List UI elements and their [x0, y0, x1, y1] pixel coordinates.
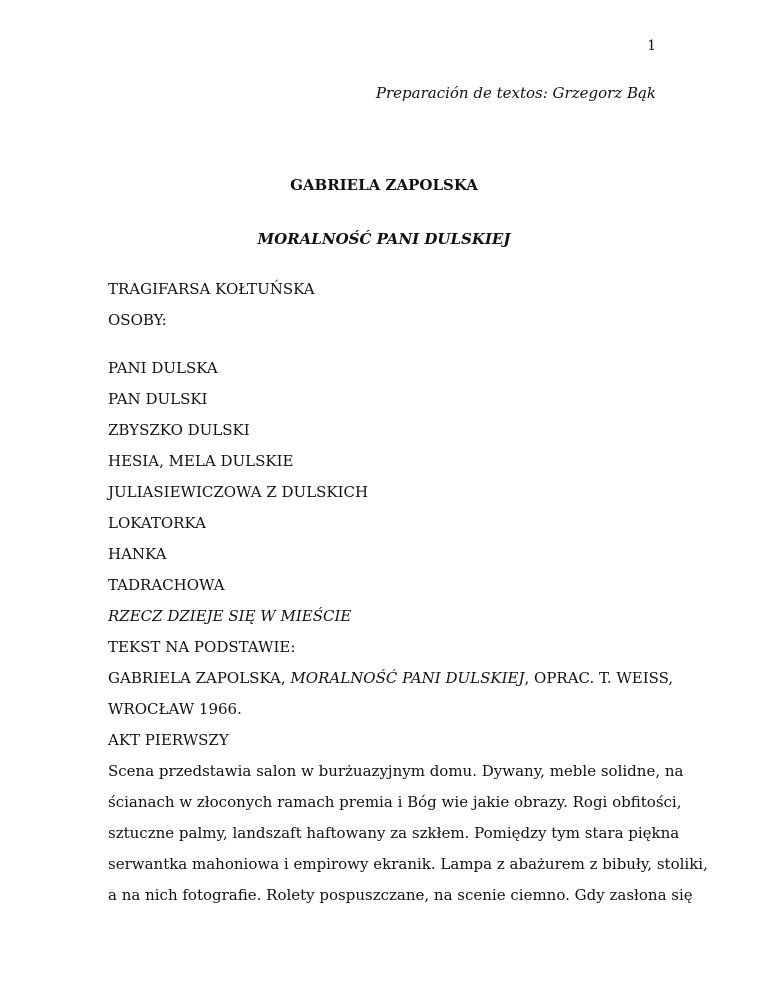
- persons-list: [108, 353, 674, 725]
- source-heading: TEKST NA PODSTAWIE:: [108, 638, 296, 656]
- paragraph-line: ścianach w złoconych ramach premia i Bóg wie jakie obrazy. Rogi obfitości,: [108, 793, 682, 811]
- play-subtitle: TRAGIFARSA KOŁTUŃSKA: [108, 280, 315, 298]
- person-item: HESIA, MELA DULSKIE: [108, 452, 294, 470]
- paragraph-line: serwantka mahoniowa i empirowy ekranik. Lampa z abażurem z bibuły, stoliki,: [108, 855, 708, 873]
- act-one: [108, 725, 708, 911]
- act-heading: AKT PIERWSZY: [108, 731, 229, 749]
- person-item: TADRACHOWA: [108, 576, 225, 594]
- front-matter: [108, 274, 668, 336]
- paragraph-line: Scena przedstawia salon w burżuazyjnym domu. Dywany, meble solidne, na: [108, 762, 684, 780]
- persons-heading: OSOBY:: [108, 311, 167, 329]
- source-line-2: WROCŁAW 1966.: [108, 700, 242, 718]
- source-line-1: [108, 663, 674, 694]
- source-author: GABRIELA ZAPOLSKA,: [108, 669, 291, 687]
- person-item: ZBYSZKO DULSKI: [108, 421, 250, 439]
- paragraph-line: sztuczne palmy, landszaft haftowany za szkłem. Pomiędzy tym stara piękna: [108, 824, 680, 842]
- play-title: MORALNOŚĆ PANI DULSKIEJ: [257, 230, 511, 248]
- paragraph-line: a na nich fotografie. Rolety pospuszczane, na scenie ciemno. Gdy zasłona się: [108, 886, 693, 904]
- credit-line: Preparación de textos: Grzegorz Bąk: [375, 84, 656, 102]
- source-title: MORALNOŚĆ PANI DULSKIEJ: [290, 669, 525, 687]
- person-item: PAN DULSKI: [108, 390, 208, 408]
- source-editor: , OPRAC. T. WEISS,: [524, 669, 674, 687]
- setting-note: RZECZ DZIEJE SIĘ W MIEŚCIE: [108, 607, 352, 625]
- person-item: JULIASIEWICZOWA Z DULSKICH: [108, 483, 369, 501]
- author-heading: GABRIELA ZAPOLSKA: [290, 176, 478, 194]
- person-item: HANKA: [108, 545, 167, 563]
- page-number: 1: [647, 38, 656, 54]
- person-item: PANI DULSKA: [108, 359, 218, 377]
- person-item: LOKATORKA: [108, 514, 206, 532]
